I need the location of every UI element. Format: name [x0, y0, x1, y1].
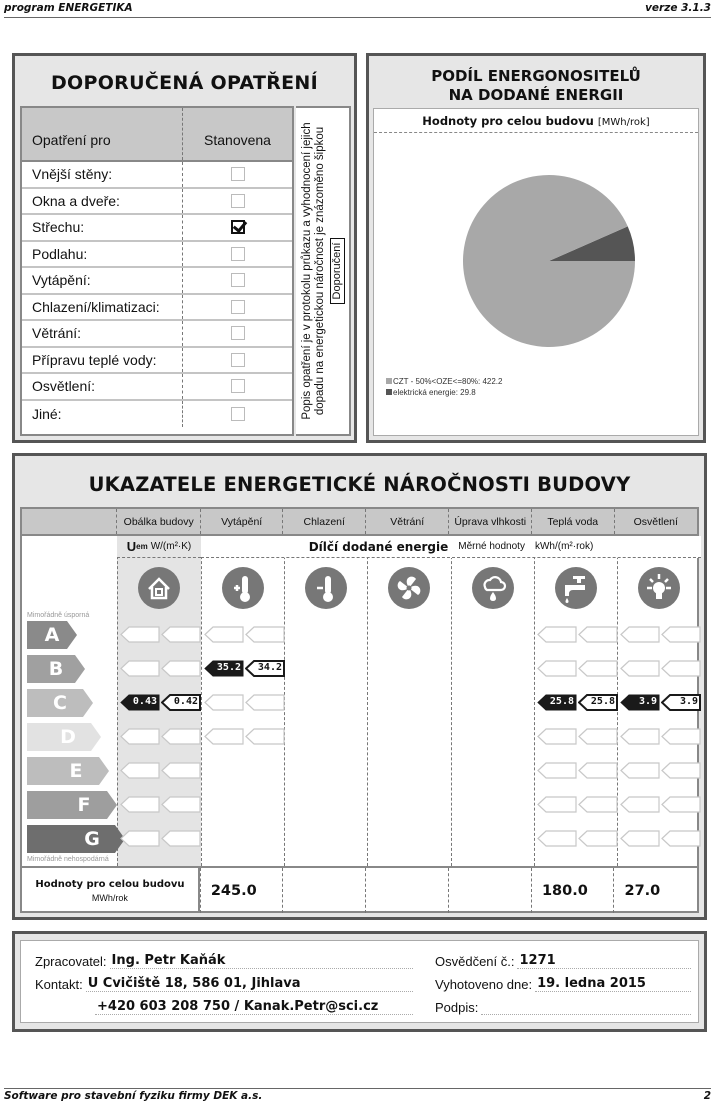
reference-value: 34.2: [257, 662, 282, 673]
chart-title: [374, 109, 698, 133]
measure-set-cell: [182, 162, 292, 187]
measure-label: Jiné:: [32, 405, 62, 422]
empty-marker: [245, 626, 285, 643]
house-icon: [138, 567, 180, 609]
actual-value-marker: [120, 694, 160, 711]
column-header: Úprava vlhkosti: [448, 509, 531, 534]
energy-class-letter: F: [77, 794, 91, 816]
chart-legend: [386, 376, 502, 398]
measure-row: [22, 268, 292, 295]
measure-row: [22, 242, 292, 269]
measure-checkbox[interactable]: [231, 273, 245, 287]
measure-row: [22, 295, 292, 322]
partial-energy-label: Dílčí dodané energie: [308, 539, 449, 554]
empty-marker: [120, 626, 160, 643]
measure-checkbox[interactable]: [231, 247, 245, 261]
scale-bottom-label: Mimořádně nehospodárná: [27, 856, 109, 863]
processor-field: [35, 953, 413, 969]
energy-class-b: [27, 655, 85, 683]
col-set: Stanovena: [182, 108, 292, 160]
measure-label: Vnější stěny:: [32, 166, 113, 183]
pie-graphic: [461, 173, 637, 349]
measure-set-cell: [182, 242, 292, 267]
measure-label: Přípravu teplé vody:: [32, 351, 157, 368]
empty-marker: [578, 728, 618, 745]
empty-marker: [661, 626, 701, 643]
legend-swatch: [386, 378, 392, 384]
empty-marker: [245, 728, 285, 745]
empty-marker: [204, 626, 244, 643]
date-field: [435, 976, 691, 992]
indicators-grid: [20, 507, 699, 913]
energy-share-panel: [366, 53, 706, 443]
energy-class-letter: C: [53, 692, 67, 714]
chart-title-text: Hodnoty pro celou budovu: [422, 114, 594, 128]
empty-marker: [661, 660, 701, 677]
measures-table: [20, 106, 294, 436]
empty-marker: [578, 660, 618, 677]
specific-values-unit: kWh/(m²·rok): [534, 541, 594, 552]
contact-phone-email-value: +420 603 208 750 / Kanak.Petr@sci.cz: [95, 999, 413, 1015]
legend-label: CZT - 50%<OZE<=80%: 422.2: [393, 377, 503, 386]
measure-label: Osvětlení:: [32, 378, 96, 395]
uem-subscript: em: [136, 542, 148, 551]
measure-checkbox[interactable]: [231, 353, 245, 367]
cert-value: 1271: [517, 953, 691, 969]
legend-item: [386, 387, 502, 398]
uem-symbol: U: [126, 539, 137, 554]
heating-thermometer-icon: [222, 567, 264, 609]
empty-marker: [537, 660, 577, 677]
measure-row: [22, 189, 292, 216]
measures-note: [296, 106, 351, 436]
measure-checkbox[interactable]: [231, 379, 245, 393]
empty-marker: [661, 762, 701, 779]
pie-chart: [373, 108, 699, 436]
water-tap-icon: [555, 567, 597, 609]
total-value: [365, 868, 449, 913]
col-measure: Opatření pro: [32, 132, 111, 148]
empty-marker: [578, 830, 618, 847]
page-header: [4, 2, 711, 18]
empty-marker: [120, 728, 160, 745]
measure-set-cell: [182, 374, 292, 399]
energy-indicators-panel: [12, 453, 707, 920]
empty-marker: [620, 728, 660, 745]
measure-checkbox[interactable]: [231, 326, 245, 340]
measure-row: [22, 321, 292, 348]
contact-label: Kontakt:: [35, 977, 83, 992]
indicators-title: UKAZATELE ENERGETICKÉ NÁROČNOSTI BUDOVY: [88, 473, 631, 496]
measure-label: Chlazení/klimatizaci:: [32, 298, 160, 315]
measure-row: [22, 162, 292, 189]
signature-field: [435, 999, 691, 1015]
totals-label-text: Hodnoty pro celou budovu: [35, 878, 185, 890]
actual-value: 3.9: [638, 696, 657, 707]
measure-set-cell: [182, 215, 292, 240]
signature-value: [481, 999, 691, 1015]
actual-value-marker: [537, 694, 577, 711]
empty-marker: [161, 762, 201, 779]
empty-marker: [620, 796, 660, 813]
cert-field: [435, 953, 691, 969]
measure-checkbox[interactable]: [231, 167, 245, 181]
note-line-1: Popis opatření je v protokolu průkazu a vyhodnocení jejich: [300, 122, 313, 420]
column-header: Osvětlení: [614, 509, 698, 534]
legend-label: elektrická energie: 29.8: [393, 388, 476, 397]
empty-marker: [537, 728, 577, 745]
measure-row: [22, 401, 292, 428]
energy-class-c: [27, 689, 93, 717]
measure-set-cell: [182, 401, 292, 428]
column-header: Chlazení: [282, 509, 365, 534]
actual-value-marker: [620, 694, 660, 711]
total-value: 245.0: [200, 868, 283, 913]
page-number: 2: [703, 1090, 711, 1102]
column-header-blank: [22, 509, 116, 534]
empty-marker: [120, 660, 160, 677]
reference-value: 25.8: [590, 696, 615, 707]
empty-marker: [578, 626, 618, 643]
uem-unit: W/(m²·K): [150, 541, 192, 552]
recommended-measures-panel: [12, 53, 357, 443]
signature-panel: [12, 931, 707, 1032]
measure-checkbox[interactable]: [231, 194, 245, 208]
partial-energy-header: [201, 536, 701, 558]
measure-row: [22, 374, 292, 401]
measure-row: [22, 348, 292, 375]
lightbulb-icon: [638, 567, 680, 609]
uem-label: [117, 536, 201, 558]
measure-label: Větrání:: [32, 325, 82, 342]
empty-marker: [578, 762, 618, 779]
empty-marker: [620, 626, 660, 643]
energy-share-title-line2: NA DODANÉ ENERGII: [448, 86, 624, 104]
empty-marker: [161, 660, 201, 677]
empty-marker: [537, 626, 577, 643]
empty-marker: [620, 830, 660, 847]
program-version: verze 3.1.3: [645, 2, 711, 14]
measure-label: Podlahu:: [32, 245, 88, 262]
actual-value: 35.2: [216, 662, 241, 673]
measures-title: DOPORUČENÁ OPATŘENÍ: [50, 72, 318, 94]
energy-share-title-line1: PODÍL ENERGONOSITELŮ: [431, 67, 641, 85]
empty-marker: [620, 660, 660, 677]
measure-checkbox[interactable]: [231, 407, 245, 421]
reference-value-marker: [245, 660, 285, 677]
date-value: 19. ledna 2015: [535, 976, 691, 992]
totals-label: [22, 868, 200, 913]
empty-marker: [661, 728, 701, 745]
measure-set-cell: [182, 268, 292, 293]
footer-company: Software pro stavební fyziku firmy DEK a.s.: [4, 1090, 263, 1102]
energy-share-title: [369, 67, 703, 105]
empty-marker: [120, 830, 160, 847]
empty-marker: [537, 796, 577, 813]
page-footer: [4, 1088, 711, 1102]
measure-set-cell: [182, 348, 292, 373]
contact-address: U Cvičiště 18, 586 01, Jihlava: [86, 976, 413, 992]
note-line-2: dopadu na energetickou náročnost je znázoměno šipkou: [313, 126, 326, 416]
total-value: [282, 868, 365, 913]
empty-marker: [161, 796, 201, 813]
signature-label: Podpis:: [435, 1000, 479, 1015]
reference-value-marker: [578, 694, 618, 711]
measure-label: Střechu:: [32, 219, 85, 236]
signature-info: [20, 940, 699, 1023]
empty-marker: [537, 830, 577, 847]
empty-marker: [245, 694, 285, 711]
contact-phone-email: [95, 999, 413, 1015]
energy-class-g: [27, 825, 125, 853]
measure-row: [22, 215, 292, 242]
total-value: 180.0: [531, 868, 614, 913]
measure-label: Vytápění:: [32, 272, 91, 289]
chart-unit: [MWh/rok]: [597, 117, 650, 128]
empty-marker: [204, 694, 244, 711]
total-value: 27.0: [613, 868, 697, 913]
measure-checkbox[interactable]: [231, 300, 245, 314]
totals-row: [22, 866, 697, 913]
empty-marker: [161, 626, 201, 643]
measure-set-cell: [182, 321, 292, 346]
indicator-column-header: [22, 509, 697, 536]
scale-top-label: Mimořádně úsporná: [27, 612, 90, 619]
actual-value: 25.8: [549, 696, 574, 707]
energy-class-letter: A: [44, 624, 60, 646]
reference-value: 3.9: [679, 696, 698, 707]
processor-label: Zpracovatel:: [35, 954, 107, 969]
energy-class-d: [27, 723, 101, 751]
specific-values-label: Měrné hodnoty: [458, 541, 525, 552]
humidity-cloud-icon: [472, 567, 514, 609]
empty-marker: [661, 830, 701, 847]
empty-marker: [120, 762, 160, 779]
date-label: Vyhotoveno dne:: [435, 977, 533, 992]
totals-unit: MWh/rok: [91, 892, 128, 903]
energy-class-letter: E: [69, 760, 83, 782]
empty-marker: [661, 796, 701, 813]
reference-value-marker: [161, 694, 201, 711]
empty-marker: [204, 728, 244, 745]
energy-class-a: [27, 621, 77, 649]
energy-class-letter: G: [84, 828, 100, 850]
energy-class-letter: B: [48, 658, 64, 680]
energy-class-e: [27, 757, 109, 785]
reference-value-marker: [661, 694, 701, 711]
processor-value: Ing. Petr Kaňák: [110, 953, 413, 969]
energy-class-f: [27, 791, 117, 819]
measure-label: Okna a dveře:: [32, 192, 120, 209]
measure-set-cell: [182, 189, 292, 214]
empty-marker: [120, 796, 160, 813]
empty-marker: [537, 762, 577, 779]
legend-item: [386, 376, 502, 387]
column-header: Teplá voda: [531, 509, 614, 534]
empty-marker: [620, 762, 660, 779]
measure-checkbox[interactable]: [231, 220, 245, 234]
energy-class-letter: D: [60, 726, 76, 748]
empty-marker: [578, 796, 618, 813]
cert-label: Osvědčení č.:: [435, 954, 515, 969]
fan-icon: [388, 567, 430, 609]
column-header: Obálka budovy: [116, 509, 200, 534]
pie-slice: [463, 175, 635, 347]
empty-marker: [161, 728, 201, 745]
column-header: Větrání: [365, 509, 449, 534]
column-header: Vytápění: [200, 509, 283, 534]
measure-set-cell: [182, 295, 292, 320]
reference-value: 0.42: [173, 696, 198, 707]
total-value: [448, 868, 531, 913]
cooling-thermometer-icon: [305, 567, 347, 609]
program-name: program ENERGETIKA: [4, 2, 133, 14]
actual-value-marker: [204, 660, 244, 677]
measures-table-header: [22, 108, 292, 162]
actual-value: 0.43: [132, 696, 157, 707]
empty-marker: [161, 830, 201, 847]
recommendation-arrow-tag: Doporučení: [330, 238, 345, 305]
contact-field: [35, 976, 413, 992]
legend-swatch: [386, 389, 392, 395]
